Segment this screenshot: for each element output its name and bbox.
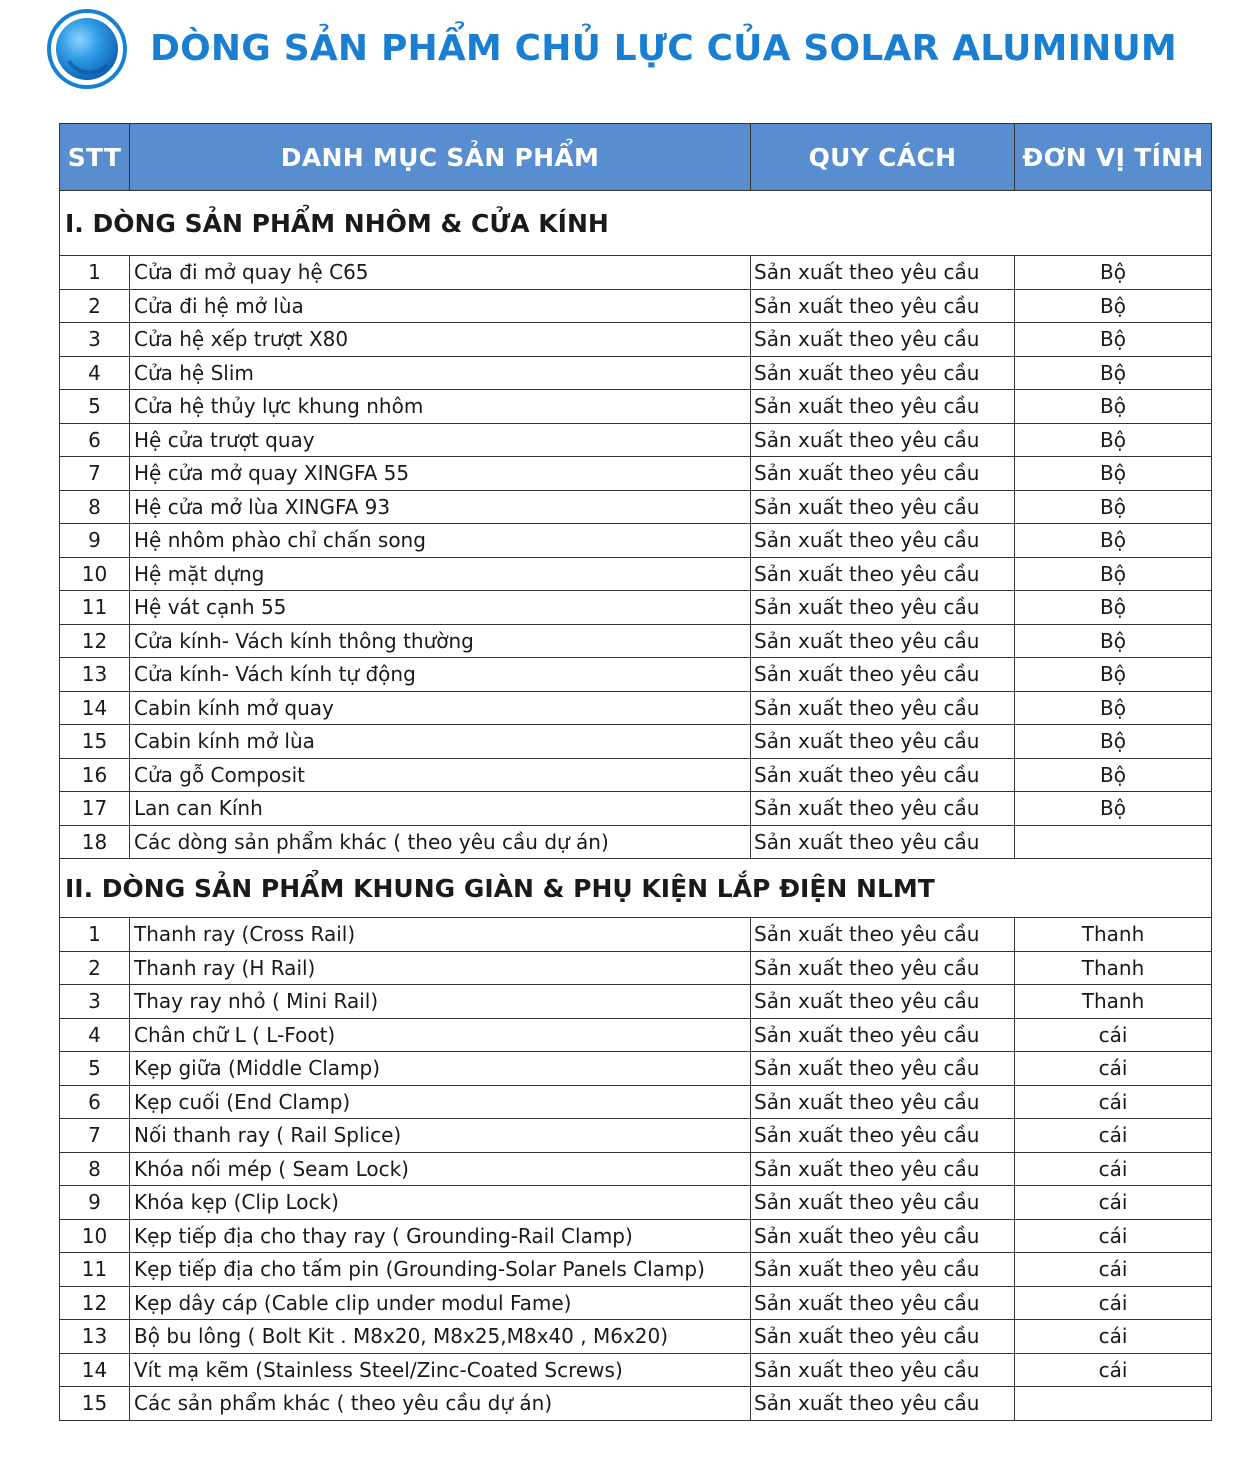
row-stt: 5 — [60, 1052, 130, 1086]
row-spec: Sản xuất theo yêu cầu — [751, 1085, 1015, 1119]
row-unit: Bộ — [1015, 423, 1212, 457]
row-unit: Bộ — [1015, 792, 1212, 826]
row-stt: 16 — [60, 758, 130, 792]
row-spec: Sản xuất theo yêu cầu — [751, 1387, 1015, 1421]
table-row — [60, 918, 1212, 952]
row-spec: Sản xuất theo yêu cầu — [751, 323, 1015, 357]
column-header-product: DANH MỤC SẢN PHẨM — [130, 124, 751, 191]
row-spec: Sản xuất theo yêu cầu — [751, 825, 1015, 859]
row-stt: 3 — [60, 985, 130, 1019]
row-unit: Bộ — [1015, 289, 1212, 323]
row-spec: Sản xuất theo yêu cầu — [751, 792, 1015, 826]
row-unit: cái — [1015, 1320, 1212, 1354]
column-header-stt: STT — [60, 124, 130, 191]
row-product-name: Kẹp giữa (Middle Clamp) — [130, 1052, 751, 1086]
table-row — [60, 1253, 1212, 1287]
row-spec: Sản xuất theo yêu cầu — [751, 1320, 1015, 1354]
row-product-name: Cửa hệ thủy lực khung nhôm — [130, 390, 751, 424]
row-unit: cái — [1015, 1186, 1212, 1220]
row-unit: cái — [1015, 1353, 1212, 1387]
row-unit: cái — [1015, 1052, 1212, 1086]
row-product-name: Kẹp tiếp địa cho thay ray ( Grounding-Rail Clamp) — [130, 1219, 751, 1253]
row-product-name: Cabin kính mở quay — [130, 691, 751, 725]
section-title: I. DÒNG SẢN PHẨM NHÔM & CỬA KÍNH — [60, 191, 1212, 256]
row-stt: 2 — [60, 289, 130, 323]
row-product-name: Cửa đi mở quay hệ C65 — [130, 256, 751, 290]
row-stt: 10 — [60, 1219, 130, 1253]
row-spec: Sản xuất theo yêu cầu — [751, 1286, 1015, 1320]
table-row — [60, 1353, 1212, 1387]
row-unit: Thanh — [1015, 951, 1212, 985]
table-row — [60, 985, 1212, 1019]
table-row — [60, 1085, 1212, 1119]
row-unit: Bộ — [1015, 557, 1212, 591]
row-unit: cái — [1015, 1085, 1212, 1119]
section-title: II. DÒNG SẢN PHẨM KHUNG GIÀN & PHỤ KIỆN LẮP ĐIỆN NLMT — [60, 859, 1212, 918]
row-stt: 15 — [60, 1387, 130, 1421]
row-spec: Sản xuất theo yêu cầu — [751, 1052, 1015, 1086]
row-stt: 7 — [60, 457, 130, 491]
row-spec: Sản xuất theo yêu cầu — [751, 1253, 1015, 1287]
circle-logo-icon — [47, 9, 127, 89]
row-unit: Bộ — [1015, 591, 1212, 625]
row-spec: Sản xuất theo yêu cầu — [751, 1353, 1015, 1387]
row-unit: Bộ — [1015, 390, 1212, 424]
row-stt: 2 — [60, 951, 130, 985]
row-unit: Thanh — [1015, 918, 1212, 952]
row-product-name: Hệ cửa trượt quay — [130, 423, 751, 457]
row-spec: Sản xuất theo yêu cầu — [751, 951, 1015, 985]
row-product-name: Lan can Kính — [130, 792, 751, 826]
row-spec: Sản xuất theo yêu cầu — [751, 289, 1015, 323]
row-unit: cái — [1015, 1253, 1212, 1287]
row-product-name: Kẹp cuối (End Clamp) — [130, 1085, 751, 1119]
row-spec: Sản xuất theo yêu cầu — [751, 1219, 1015, 1253]
row-product-name: Cửa gỗ Composit — [130, 758, 751, 792]
column-header-spec: QUY CÁCH — [751, 124, 1015, 191]
row-unit: Bộ — [1015, 691, 1212, 725]
row-spec: Sản xuất theo yêu cầu — [751, 390, 1015, 424]
row-product-name: Cửa hệ xếp trượt X80 — [130, 323, 751, 357]
row-stt: 17 — [60, 792, 130, 826]
table-row — [60, 256, 1212, 290]
product-table — [59, 123, 1212, 1421]
row-product-name: Hệ vát cạnh 55 — [130, 591, 751, 625]
row-product-name: Hệ cửa mở quay XINGFA 55 — [130, 457, 751, 491]
row-spec: Sản xuất theo yêu cầu — [751, 1119, 1015, 1153]
table-row — [60, 557, 1212, 591]
row-stt: 8 — [60, 490, 130, 524]
row-spec: Sản xuất theo yêu cầu — [751, 658, 1015, 692]
table-row — [60, 758, 1212, 792]
row-stt: 12 — [60, 1286, 130, 1320]
row-unit: Bộ — [1015, 524, 1212, 558]
table-row — [60, 323, 1212, 357]
row-unit — [1015, 825, 1212, 859]
row-spec: Sản xuất theo yêu cầu — [751, 985, 1015, 1019]
row-unit — [1015, 1387, 1212, 1421]
row-product-name: Các sản phẩm khác ( theo yêu cầu dự án) — [130, 1387, 751, 1421]
table-row — [60, 1119, 1212, 1153]
table-row — [60, 624, 1212, 658]
row-stt: 3 — [60, 323, 130, 357]
row-stt: 6 — [60, 1085, 130, 1119]
row-spec: Sản xuất theo yêu cầu — [751, 457, 1015, 491]
row-stt: 10 — [60, 557, 130, 591]
table-row — [60, 792, 1212, 826]
row-unit: Thanh — [1015, 985, 1212, 1019]
row-spec: Sản xuất theo yêu cầu — [751, 624, 1015, 658]
row-product-name: Vít mạ kẽm (Stainless Steel/Zinc-Coated Screws) — [130, 1353, 751, 1387]
row-unit: cái — [1015, 1018, 1212, 1052]
row-product-name: Khóa nối mép ( Seam Lock) — [130, 1152, 751, 1186]
table-row — [60, 951, 1212, 985]
row-stt: 4 — [60, 1018, 130, 1052]
row-stt: 1 — [60, 256, 130, 290]
row-spec: Sản xuất theo yêu cầu — [751, 557, 1015, 591]
row-unit: Bộ — [1015, 457, 1212, 491]
row-spec: Sản xuất theo yêu cầu — [751, 524, 1015, 558]
row-product-name: Khóa kẹp (Clip Lock) — [130, 1186, 751, 1220]
table-row — [60, 524, 1212, 558]
row-product-name: Các dòng sản phẩm khác ( theo yêu cầu dự án) — [130, 825, 751, 859]
row-product-name: Kẹp dây cáp (Cable clip under modul Fame) — [130, 1286, 751, 1320]
section-row — [60, 191, 1212, 256]
row-stt: 1 — [60, 918, 130, 952]
table-row — [60, 1052, 1212, 1086]
page-header — [47, 6, 1227, 92]
row-stt: 14 — [60, 1353, 130, 1387]
row-product-name: Nối thanh ray ( Rail Splice) — [130, 1119, 751, 1153]
row-spec: Sản xuất theo yêu cầu — [751, 725, 1015, 759]
row-unit: Bộ — [1015, 256, 1212, 290]
row-product-name: Thay ray nhỏ ( Mini Rail) — [130, 985, 751, 1019]
row-stt: 15 — [60, 725, 130, 759]
row-stt: 9 — [60, 524, 130, 558]
row-stt: 13 — [60, 1320, 130, 1354]
table-row — [60, 658, 1212, 692]
row-spec: Sản xuất theo yêu cầu — [751, 1018, 1015, 1052]
table-row — [60, 423, 1212, 457]
row-stt: 6 — [60, 423, 130, 457]
row-unit: Bộ — [1015, 490, 1212, 524]
row-stt: 8 — [60, 1152, 130, 1186]
row-stt: 12 — [60, 624, 130, 658]
table-row — [60, 1018, 1212, 1052]
row-stt: 7 — [60, 1119, 130, 1153]
row-spec: Sản xuất theo yêu cầu — [751, 691, 1015, 725]
row-product-name: Thanh ray (H Rail) — [130, 951, 751, 985]
row-spec: Sản xuất theo yêu cầu — [751, 1152, 1015, 1186]
table-row — [60, 591, 1212, 625]
row-unit: cái — [1015, 1286, 1212, 1320]
section-row — [60, 859, 1212, 918]
row-stt: 5 — [60, 390, 130, 424]
row-product-name: Hệ nhôm phào chỉ chấn song — [130, 524, 751, 558]
table-row — [60, 691, 1212, 725]
row-product-name: Chân chữ L ( L-Foot) — [130, 1018, 751, 1052]
row-spec: Sản xuất theo yêu cầu — [751, 758, 1015, 792]
row-spec: Sản xuất theo yêu cầu — [751, 490, 1015, 524]
row-spec: Sản xuất theo yêu cầu — [751, 256, 1015, 290]
row-product-name: Thanh ray (Cross Rail) — [130, 918, 751, 952]
row-unit: Bộ — [1015, 624, 1212, 658]
row-stt: 13 — [60, 658, 130, 692]
row-unit: cái — [1015, 1119, 1212, 1153]
row-product-name: Hệ mặt dựng — [130, 557, 751, 591]
row-product-name: Hệ cửa mở lùa XINGFA 93 — [130, 490, 751, 524]
row-unit: Bộ — [1015, 658, 1212, 692]
row-product-name: Cửa đi hệ mở lùa — [130, 289, 751, 323]
table-row — [60, 1387, 1212, 1421]
row-stt: 9 — [60, 1186, 130, 1220]
table-row — [60, 390, 1212, 424]
row-unit: cái — [1015, 1152, 1212, 1186]
row-spec: Sản xuất theo yêu cầu — [751, 356, 1015, 390]
row-product-name: Cửa kính- Vách kính thông thường — [130, 624, 751, 658]
table-header-row — [60, 124, 1212, 191]
table-row — [60, 289, 1212, 323]
row-stt: 4 — [60, 356, 130, 390]
row-product-name: Kẹp tiếp địa cho tấm pin (Grounding-Solar Panels Clamp) — [130, 1253, 751, 1287]
row-stt: 18 — [60, 825, 130, 859]
row-spec: Sản xuất theo yêu cầu — [751, 591, 1015, 625]
table-row — [60, 1286, 1212, 1320]
row-spec: Sản xuất theo yêu cầu — [751, 1186, 1015, 1220]
row-unit: Bộ — [1015, 725, 1212, 759]
row-spec: Sản xuất theo yêu cầu — [751, 423, 1015, 457]
column-header-unit: ĐƠN VỊ TÍNH — [1015, 124, 1212, 191]
row-product-name: Cửa kính- Vách kính tự động — [130, 658, 751, 692]
row-unit: cái — [1015, 1219, 1212, 1253]
row-stt: 11 — [60, 1253, 130, 1287]
row-stt: 14 — [60, 691, 130, 725]
row-product-name: Bộ bu lông ( Bolt Kit . M8x20, M8x25,M8x40 , M6x20) — [130, 1320, 751, 1354]
table-row — [60, 1186, 1212, 1220]
row-spec: Sản xuất theo yêu cầu — [751, 918, 1015, 952]
page-title: DÒNG SẢN PHẨM CHỦ LỰC CỦA SOLAR ALUMINUM — [150, 28, 1177, 69]
table-row — [60, 457, 1212, 491]
row-unit: Bộ — [1015, 356, 1212, 390]
row-product-name: Cabin kính mở lùa — [130, 725, 751, 759]
table-body — [60, 191, 1212, 1421]
table-row — [60, 1152, 1212, 1186]
table-row — [60, 356, 1212, 390]
row-unit: Bộ — [1015, 758, 1212, 792]
table-row — [60, 1320, 1212, 1354]
table-row — [60, 725, 1212, 759]
table-row — [60, 490, 1212, 524]
table-row — [60, 825, 1212, 859]
table-row — [60, 1219, 1212, 1253]
row-stt: 11 — [60, 591, 130, 625]
row-unit: Bộ — [1015, 323, 1212, 357]
row-product-name: Cửa hệ Slim — [130, 356, 751, 390]
